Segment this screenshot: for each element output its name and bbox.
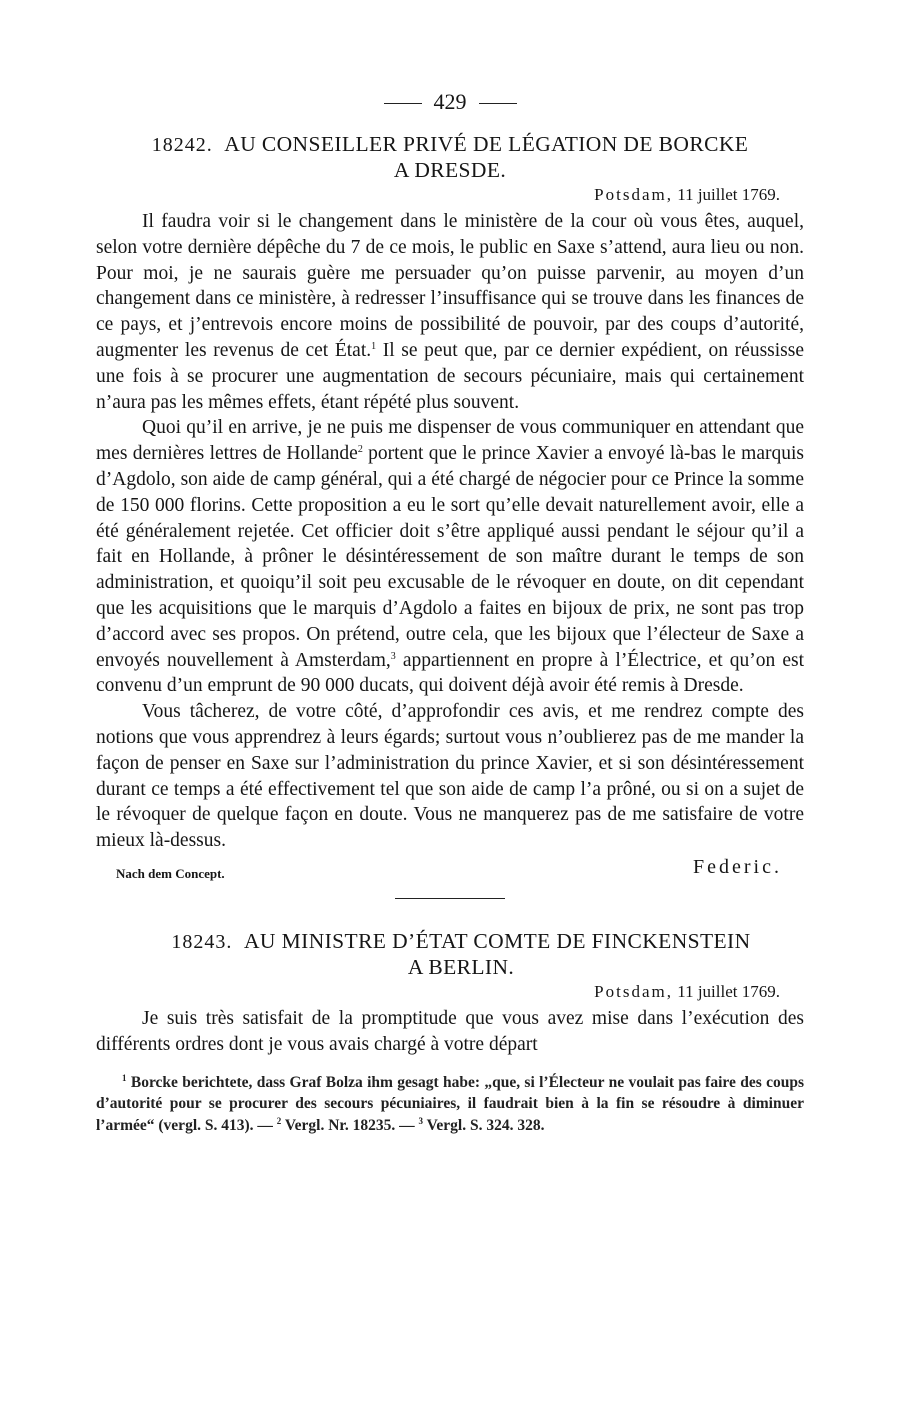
letter-18242	[96, 132, 804, 884]
footnote-ref: 2	[357, 444, 363, 456]
paragraph	[96, 1006, 804, 1058]
paragraph	[96, 415, 804, 699]
signature: Federic.	[693, 855, 782, 878]
signature-line	[96, 854, 804, 884]
letter-number: 18242.	[151, 134, 213, 156]
document-page	[96, 84, 804, 1136]
addressee-line: AU CONSEILLER PRIVÉ DE LÉGATION DE BORCKE	[224, 132, 749, 156]
dateline	[96, 980, 804, 1004]
footnote-ref: 3	[390, 650, 396, 662]
paragraph-text: Il se peut que, par ce dernier expédient, on réussisse une fois à se procurer une augmentation de secours pécuniaire, mais qui certainement n’aura pas les mêmes effets, étant répété plus souvent.	[96, 339, 804, 413]
running-head	[96, 84, 804, 120]
footnote-2-text: Vergl. Nr. 18235. —	[284, 1116, 415, 1134]
footnote-mark: 1	[122, 1072, 127, 1083]
paragraph	[96, 699, 804, 854]
footnote-3-text: Vergl. S. 324. 328.	[426, 1116, 545, 1134]
dateline-place: Potsdam,	[594, 981, 673, 1001]
footnotes	[96, 1072, 804, 1137]
source-note: Nach dem Concept.	[116, 865, 225, 881]
dateline	[96, 183, 804, 207]
paragraph-text: appartiennent en propre à l’Électrice, et qu’on est convenu d’un emprunt de 90 000 ducats, qui doivent déjà avoir été remis à Dresde.	[96, 649, 805, 697]
footnote-1-text: Borcke berichtete, dass Graf Bolza ihm gesagt habe: „que, si l’Électeur ne voulait pas faire des coups d’autorité pour se procurer des secours pécuniaires, il faudrait bien à la fin se résoudre à diminuer l’armée“ (vergl. S. 413). —	[96, 1073, 805, 1134]
dateline-date: 11 juillet 1769.	[677, 981, 780, 1001]
paragraph-text: Je suis très satisfait de la promptitude que vous avez mise dans l’exécution des différents ordres dont je vous avais chargé à votre départ	[96, 1007, 804, 1055]
dateline-date: 11 juillet 1769.	[677, 185, 780, 204]
paragraph-text: Vous tâcherez, de votre côté, d’approfondir ces avis, et me rendrez compte des notions que vous apprendrez à leurs égards; surtout vous n’oublierez pas de me mander la façon de penser en Saxe sur l’administration du prince Xavier, et si son désintéressement durant ce temps a été effectivement tel que son aide de camp l’a prôné, ou si on a sujet de le révoquer de quelque façon en doute. Vous ne manquerez pas de me satisfaire de votre mieux là-dessus.	[96, 701, 804, 852]
header-rule-right	[479, 103, 517, 104]
section-divider	[395, 898, 505, 899]
paragraph-text: portent que le prince Xavier a envoyé là-bas le marquis d’Agdolo, son aide de camp général, qui a été chargé de négocier pour ce Prince la somme de 150 000 florins. Cette proposition a eu le sort qu’elle devait naturellement avoir, elle a été généralement rejetée. Cet officier doit s’être appliqué aussi pendant le séjour qu’il a fait en Hollande, à prôner le désintéressement de son maître durant le temps de son administration, et quoiqu’il soit peu excusable de le révoquer en doute, on dit cependant que les acquisitions que le marquis d’Agdolo a faites en bijoux de prix, ne sont pas trop d’accord avec ses propos. On prétend, outre cela, que les bijoux que l’électeur de Saxe a envoyés nouvellement à Amsterdam,	[96, 443, 804, 671]
letter-18243	[96, 929, 804, 1058]
paragraph-text: Quoi qu’il en arrive, je ne puis me dispenser de vous communiquer en attendant que mes dernières lettres de Hollande	[96, 417, 804, 465]
letter-number: 18243.	[171, 930, 233, 953]
dateline-place: Potsdam,	[594, 185, 673, 204]
paragraph	[96, 209, 804, 415]
letter-heading	[96, 929, 804, 980]
paragraph-text: Il faudra voir si le changement dans le ministère de la cour où vous êtes, auquel, selon votre dernière dépêche du 7 de ce mois, le public en Saxe s’attend, aura lieu ou non. Pour moi, je ne saurais guère me persuader qu’on puisse parvenir, au moyen d’un changement dans ce ministère, à redresser l’insuffisance qui se trouve dans les finances de ce pays, et j’entrevois encore moins de possibilité de pouvoir, par des coups d’autorité, augmenter les revenus de cet État.	[96, 211, 804, 361]
footnote-mark: 3	[418, 1115, 424, 1126]
header-rule-left	[384, 103, 422, 104]
addressee-line: AU MINISTRE D’ÉTAT COMTE DE FINCKENSTEIN	[243, 928, 751, 953]
footnote-ref: 1	[371, 340, 377, 352]
letter-heading	[96, 132, 804, 183]
footnote-mark: 2	[276, 1115, 282, 1126]
addressee-place: A BERLIN.	[407, 954, 515, 979]
page-number: 429	[433, 89, 467, 114]
addressee-place: A DRESDE.	[393, 158, 507, 182]
